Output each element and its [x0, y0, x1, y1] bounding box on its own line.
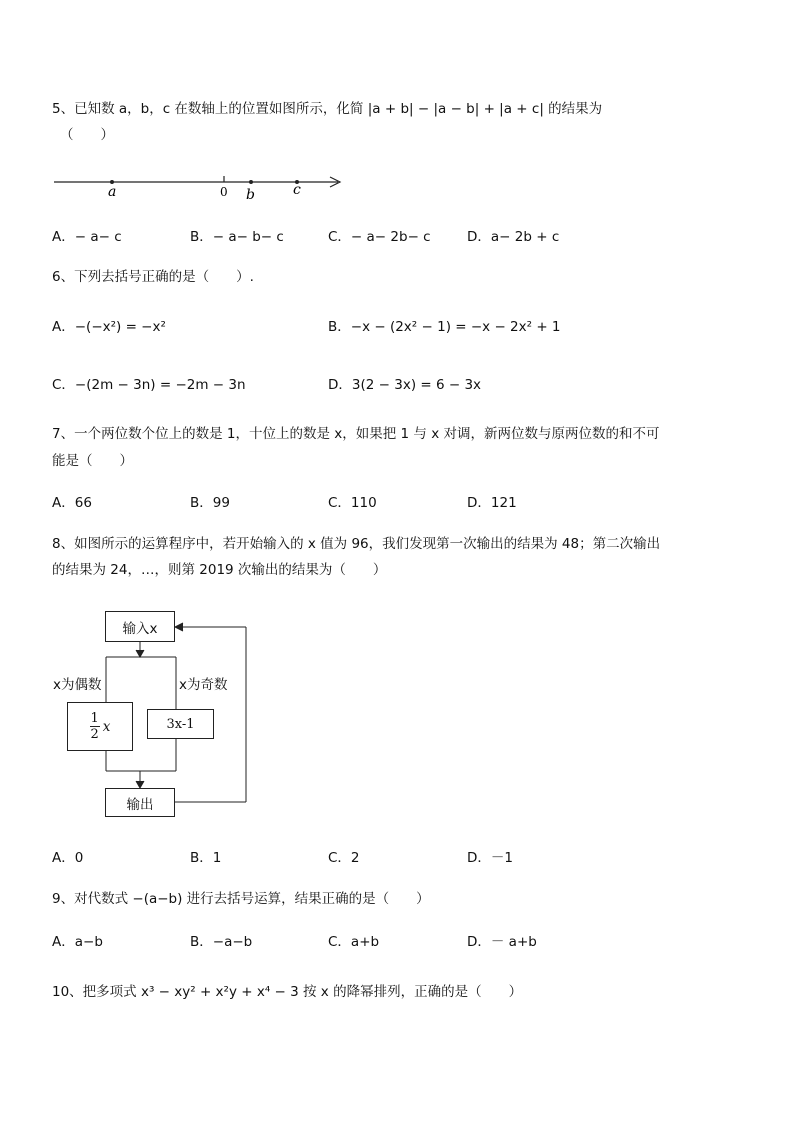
label-a: a [108, 184, 117, 200]
label-b: b [246, 187, 255, 203]
q7-option-c: C．110 [328, 495, 377, 511]
q6-option-d: D．3(2 − 3x) = 6 − 3x [328, 377, 482, 393]
q8-half-variable: x [102, 718, 111, 735]
q9-option-a: A．a−b [52, 934, 103, 950]
q9-option-b: B．−a−b [190, 934, 253, 950]
q6-stem: 6、下列去括号正确的是（ ）. [52, 269, 254, 285]
q5-option-a: A．− a− c [52, 229, 122, 245]
q8-half-denominator: 2 [90, 727, 99, 742]
q7-stem-line1: 7、一个两位数个位上的数是 1，十位上的数是 x，如果把 1 与 x 对调，新两位数与原两位数的和不可 [52, 426, 660, 442]
q8-stem-line1: 8、如图所示的运算程序中，若开始输入的 x 值为 96，我们发现第一次输出的结果为 48；第二次输出 [52, 536, 661, 552]
q9-option-d: D．－ a+b [467, 934, 537, 950]
q9-stem: 9、对代数式 −(a−b) 进行去括号运算，结果正确的是（ ） [52, 891, 430, 907]
q6-option-c: C．−(2m − 3n) = −2m − 3n [52, 377, 246, 393]
q5-option-c: C．− a− 2b− c [328, 229, 431, 245]
q10-stem: 10、把多项式 x³ − xy² + x²y + x⁴ − 3 按 x 的降幂排列，正确的是（ ） [52, 984, 523, 1000]
q5-stem-line2: （ ） [60, 127, 114, 143]
q6-option-b: B．−x − (2x² − 1) = −x − 2x² + 1 [328, 319, 561, 335]
q7-option-d: D．121 [467, 495, 517, 511]
q9-option-c: C．a+b [328, 934, 380, 950]
q8-option-d: D．－1 [467, 850, 513, 866]
q8-odd-label: x为奇数 [179, 677, 228, 693]
q7-option-b: B．99 [190, 495, 230, 511]
label-0: 0 [220, 185, 228, 199]
q7-option-a: A．66 [52, 495, 92, 511]
q7-stem-line2: 能是（ ） [52, 453, 133, 469]
q6-option-a: A．−(−x²) = −x² [52, 319, 166, 335]
q8-stem-line2: 的结果为 24，…，则第 2019 次输出的结果为（ ） [52, 562, 387, 578]
q8-output-box: 输出 [105, 788, 175, 817]
q8-odd-box: 3x-1 [147, 709, 214, 739]
q8-input-box: 输入x [105, 611, 175, 642]
q5-option-b: B．− a− b− c [190, 229, 284, 245]
q8-half-box [67, 702, 133, 751]
q8-option-b: B．1 [190, 850, 222, 866]
q8-half-numerator: 1 [90, 711, 99, 726]
q8-even-label: x为偶数 [53, 677, 102, 693]
q8-option-c: C．2 [328, 850, 360, 866]
q5-stem-line1: 5、已知数 a，b，c 在数轴上的位置如图所示，化简 |a + b| − |a − b| + |a + c| 的结果为 [52, 101, 603, 117]
q5-option-d: D．a− 2b + c [467, 229, 560, 245]
label-c: c [293, 182, 301, 198]
q8-option-a: A．0 [52, 850, 84, 866]
